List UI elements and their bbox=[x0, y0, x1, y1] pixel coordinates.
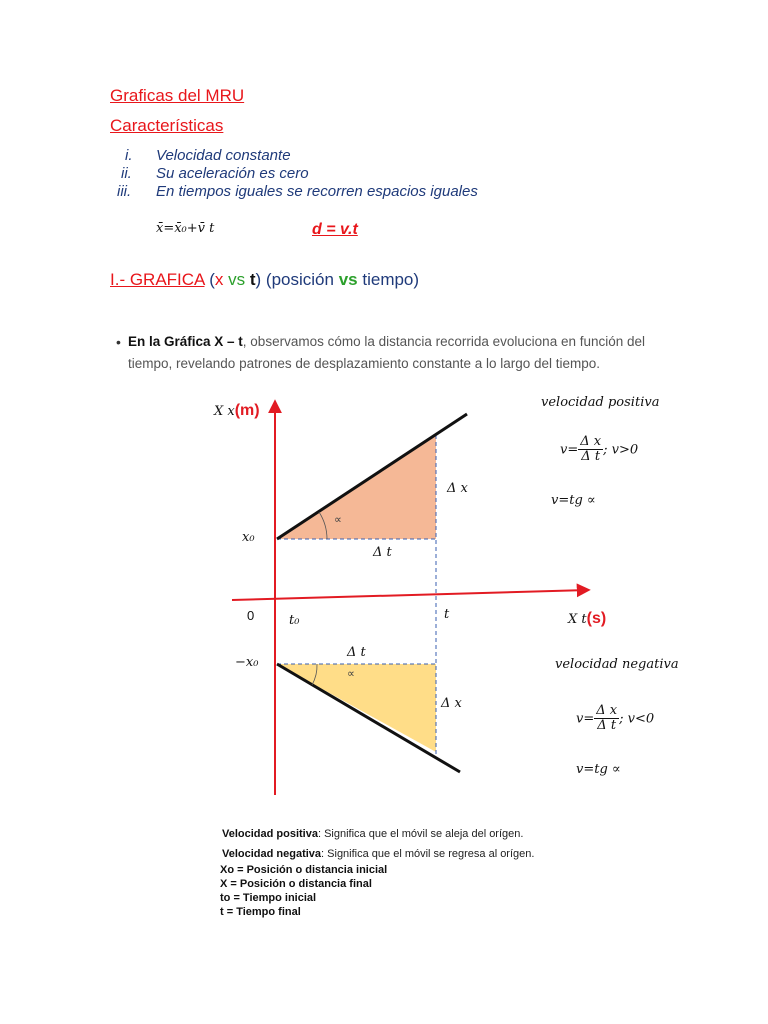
bullet-line-2: tiempo, revelando patrones de desplazamiento constante a lo largo del tiempo. bbox=[128, 356, 601, 371]
page-subtitle: Características bbox=[110, 116, 224, 135]
note-text: : Significa que el móvil se regresa al orígen. bbox=[321, 848, 535, 860]
positive-velocity-label: velocidad positiva bbox=[541, 395, 660, 410]
t-label: t bbox=[444, 607, 450, 622]
list-item: Su aceleración es cero bbox=[156, 165, 309, 182]
list-item: Velocidad constante bbox=[156, 147, 291, 164]
list-item-number: ii. bbox=[121, 165, 132, 182]
alpha-symbol-bottom: ∝ bbox=[347, 668, 355, 680]
origin-label: 0 bbox=[247, 608, 255, 623]
fraction-denominator: Δ t bbox=[597, 718, 617, 734]
formula-distance: d = v.t bbox=[312, 221, 358, 238]
note-t bbox=[220, 906, 301, 918]
page-title: Graficas del MRU bbox=[110, 86, 245, 105]
v-equals: v= bbox=[560, 442, 579, 458]
tangent-formula-bottom: v=tg ∝ bbox=[576, 762, 621, 777]
delta-x-label-bottom: Δ x bbox=[441, 696, 462, 711]
delta-t-label-bottom: Δ t bbox=[347, 645, 366, 660]
neg-x0-label: −x₀ bbox=[235, 655, 259, 670]
y-axis-label bbox=[214, 402, 260, 420]
t-letter: t bbox=[249, 270, 256, 289]
time-word: tiempo) bbox=[362, 270, 420, 289]
note-text: : Significa que el móvil se aleja del orígen. bbox=[317, 828, 524, 840]
alpha-symbol-top: ∝ bbox=[334, 514, 342, 526]
note-bold: Velocidad positiva bbox=[222, 828, 318, 840]
fraction-denominator: Δ t bbox=[581, 449, 601, 465]
positive-condition: ; v>0 bbox=[603, 442, 639, 458]
negative-velocity-label: velocidad negativa bbox=[555, 657, 679, 672]
x-letter: x bbox=[214, 270, 224, 289]
note-negative bbox=[222, 848, 534, 860]
vs-word-2: vs bbox=[338, 270, 358, 289]
fraction-numerator: Δ x bbox=[580, 434, 602, 449]
note-bold: Velocidad negativa bbox=[222, 848, 322, 860]
bullet-bold: En la Gráfica X – t bbox=[128, 334, 243, 349]
x-axis-label bbox=[568, 610, 606, 628]
list-item-number: i. bbox=[125, 147, 133, 164]
bullet-dot: • bbox=[116, 334, 121, 350]
delta-x-label-top: Δ x bbox=[447, 481, 468, 496]
note-bold: X = Posición o distancia final bbox=[220, 878, 372, 890]
x-axis-unit: (s) bbox=[586, 610, 607, 627]
note-bold: Xo = Posición o distancia inicial bbox=[220, 864, 388, 876]
list-item: En tiempos iguales se recorren espacios iguales bbox=[156, 183, 478, 200]
bullet-rest: , observamos cómo la distancia recorrida evoluciona en función del bbox=[242, 334, 646, 349]
fraction bbox=[578, 435, 603, 465]
y-axis-unit: (m) bbox=[234, 402, 260, 419]
note-positive bbox=[222, 828, 523, 840]
paren-close: ) bbox=[255, 270, 262, 289]
negative-condition: ; v<0 bbox=[619, 711, 655, 727]
x-axis bbox=[232, 590, 588, 600]
tangent-formula-top: v=tg ∝ bbox=[551, 493, 596, 508]
v-equals: v= bbox=[576, 711, 595, 727]
x0-label: x₀ bbox=[242, 530, 255, 545]
fraction-numerator: Δ x bbox=[596, 703, 618, 718]
note-bold: t = Tiempo final bbox=[220, 906, 301, 918]
note-xo bbox=[220, 864, 387, 876]
list-item-number: iii. bbox=[117, 183, 132, 200]
section-prefix: I.- GRAFICA bbox=[110, 270, 205, 289]
fraction bbox=[594, 704, 619, 734]
paren-open: ( bbox=[209, 270, 215, 289]
positive-velocity-formula bbox=[560, 435, 638, 465]
note-x bbox=[220, 878, 372, 890]
t0-label: t₀ bbox=[289, 613, 300, 628]
position-word: (posición bbox=[265, 270, 334, 289]
vs-word: vs bbox=[228, 270, 246, 289]
note-to bbox=[220, 892, 316, 904]
negative-velocity-formula bbox=[576, 704, 654, 734]
formula-vector: x̄=x̄₀+v̄ t bbox=[156, 221, 215, 236]
y-axis-var: X x bbox=[214, 404, 235, 419]
x-axis-var: X t bbox=[568, 612, 587, 627]
delta-t-label-top: Δ t bbox=[373, 545, 392, 560]
note-bold: to = Tiempo inicial bbox=[220, 892, 317, 904]
